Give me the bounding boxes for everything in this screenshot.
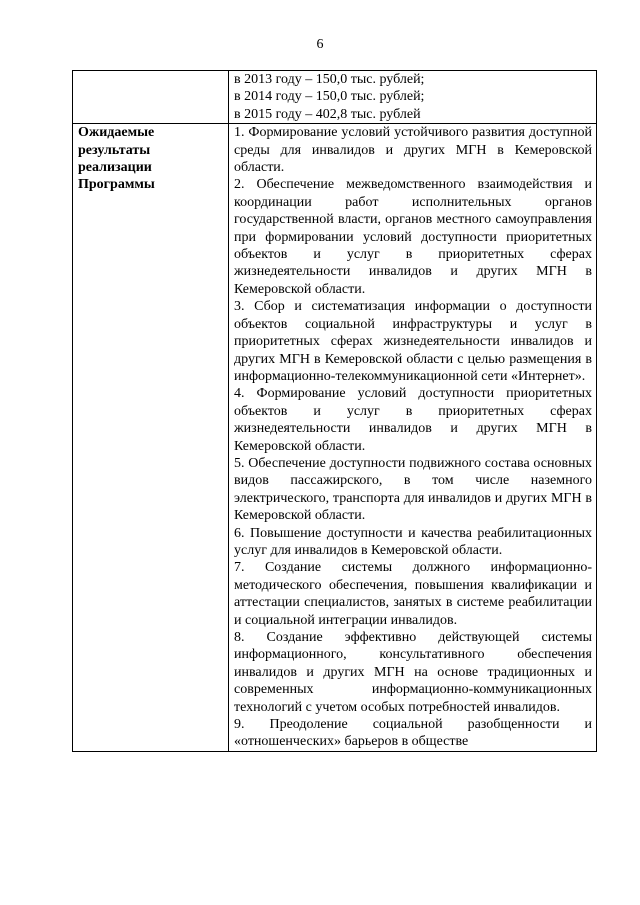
finance-row: в 2013 году – 150,0 тыс. рублей; xyxy=(234,72,425,87)
result-item: 8. Создание эффективно действующей системы информационного, консультативного обеспечения инвалидов и других МГН на основе традиционных и современных информационно-коммуникационных технологий с учетом особых потребностей инвалидов. xyxy=(234,630,592,715)
finance-row: в 2014 году – 150,0 тыс. рублей; xyxy=(234,89,425,105)
result-item: 3. Сбор и систематизация информации о доступности объектов социальной инфраструктуры и услуг в приоритетных сферах жизнедеятельности инвалидов и других МГН в Кемеровской области с целью размещения в информационно-телекоммуникационной сети «Интернет». xyxy=(234,299,592,384)
empty-label-cell xyxy=(73,71,229,124)
page-number: 6 xyxy=(316,37,324,52)
result-item: 1. Формирование условий устойчивого развития доступной среды для инвалидов и других МГН в Кемеровской области. xyxy=(234,125,592,176)
result-item: 7. Создание системы должного информационно-методического обеспечения, повышения квалификации и аттестации специалистов, занятых в системе реабилитации и социальной интеграции инвалидов. xyxy=(234,560,592,628)
table-row xyxy=(73,71,597,124)
result-item: 5. Обеспечение доступности подвижного состава основных видов пассажирского, в том числе наземного электрического, транспорта для инвалидов и других МГН в Кемеровской области. xyxy=(234,455,592,524)
result-item: 6. Повышение доступности и качества реабилитационных услуг для инвалидов в Кемеровской области. xyxy=(234,525,592,558)
result-item: 9. Преодоление социальной разобщенности и «отношенческих» барьеров в обществе xyxy=(234,717,592,750)
table-row xyxy=(73,124,597,752)
result-item: 4. Формирование условий доступности приоритетных объектов и услуг в приоритетных сферах жизнедеятельности инвалидов и других МГН в Кемеровской области. xyxy=(234,386,592,454)
program-passport-table xyxy=(72,70,597,752)
result-item: 2. Обеспечение межведомственного взаимодействия и координации работ исполнительных органов государственной власти, органов местного самоуправления при формировании условий доступности приоритетных объектов и услуг в приоритетных сферах жизнедеятельности инвалидов и других МГН в Кемеровской области. xyxy=(234,177,592,297)
results-cell xyxy=(229,124,597,752)
finance-cell xyxy=(229,71,597,124)
finance-row: в 2015 году – 402,8 тыс. рублей xyxy=(234,106,421,122)
results-label: Ожидаемые результаты реализации Программы xyxy=(78,125,155,193)
results-label-cell xyxy=(73,124,229,752)
